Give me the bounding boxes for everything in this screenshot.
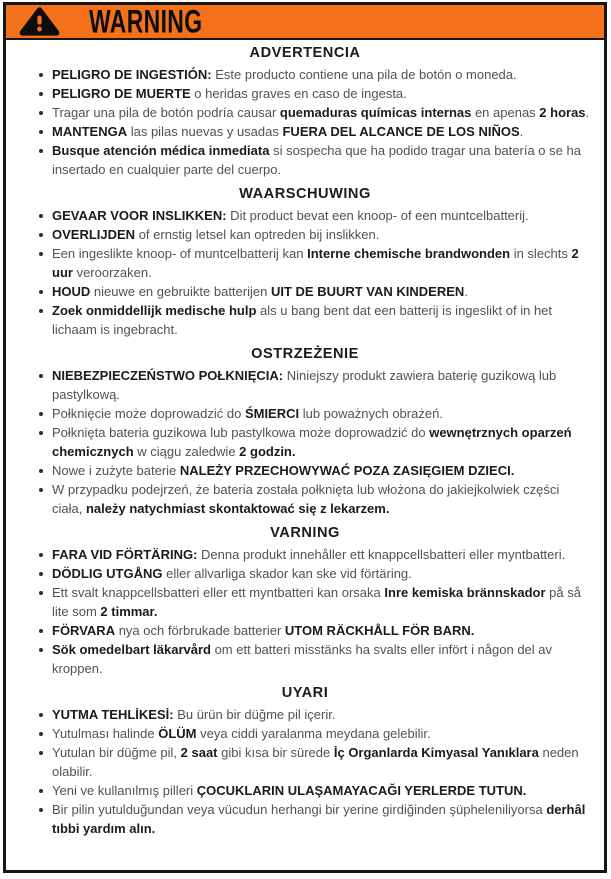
bold-text: NIEBEZPIECZEŃSTWO POŁKNIĘCIA: <box>52 368 284 383</box>
regular-text: . <box>464 284 468 299</box>
section-heading: VARNING <box>270 525 340 541</box>
regular-text: Ett svalt knappcellsbatteri eller ett myntbatteri kan orsaka <box>52 585 385 600</box>
regular-text: als u bang bent dat een batterij is ingeslikt of in het lichaam is ingebracht. <box>52 303 553 337</box>
regular-text: eller allvarliga skador kan ske vid förtäring. <box>162 566 412 581</box>
bold-text: FÖRVARA <box>52 623 116 638</box>
warning-item <box>52 206 590 225</box>
warning-title: WARNING <box>89 3 203 40</box>
regular-text: en apenas <box>471 105 540 120</box>
section-list <box>20 65 590 179</box>
section-list <box>20 545 590 678</box>
warning-sections <box>6 40 604 841</box>
regular-text: på så lite som <box>52 585 581 619</box>
warning-section <box>20 44 590 179</box>
regular-text: Połknięta bateria guzikowa lub pastylkowa może doprowadzić do <box>52 425 430 440</box>
regular-text: Bu ürün bir düğme pil içerir. <box>173 707 336 722</box>
warning-item <box>52 800 590 838</box>
regular-text: Denna produkt innehåller ett knappcellsbatteri eller myntbatteri. <box>197 547 566 562</box>
warning-item <box>52 282 590 301</box>
warning-item <box>52 122 590 141</box>
warning-section <box>20 185 590 339</box>
warning-label <box>3 2 607 873</box>
bold-text: należy natychmiast skontaktować się z lekarzem. <box>85 501 390 516</box>
regular-text: o heridas graves en caso de ingesta. <box>190 86 407 101</box>
bold-text: MANTENGA <box>52 124 128 139</box>
regular-text: Niniejszy produkt zawiera baterię guzikową lub pastylkową. <box>52 368 557 402</box>
bold-text: 2 saat <box>180 745 218 760</box>
warning-item <box>52 366 590 404</box>
warning-item <box>52 103 590 122</box>
bold-text: FARA VID FÖRTÄRING: <box>52 547 198 562</box>
bold-text: ÇOCUKLARIN ULAŞAMAYACAĞI YERLERDE TUTUN. <box>196 783 527 798</box>
bold-text: UIT DE BUURT VAN KINDEREN <box>270 284 465 299</box>
regular-text: nieuwe en gebruikte batterijen <box>90 284 271 299</box>
warning-item <box>52 480 590 518</box>
bold-text: NALEŻY PRZECHOWYWAĆ POZA ZASIĘGIEM DZIECI. <box>179 463 515 478</box>
warning-item <box>52 705 590 724</box>
bold-text: UTOM RÄCKHÅLL FÖR BARN. <box>284 623 475 638</box>
regular-text: Bir pilin yutulduğundan veya vücudun herhangi bir yerine girdiğinden şüpheleniliyorsa <box>52 802 547 817</box>
warning-item <box>52 141 590 179</box>
regular-text: Este producto contiene una pila de botón o moneda. <box>211 67 517 82</box>
bold-text: 2 timmar. <box>100 604 158 619</box>
warning-item <box>52 724 590 743</box>
bold-text: 2 horas <box>539 105 586 120</box>
bold-text: PELIGRO DE INGESTIÓN: <box>52 67 212 82</box>
warning-item <box>52 781 590 800</box>
bold-text: Zoek onmiddellijk medische hulp <box>52 303 257 318</box>
warning-item <box>52 583 590 621</box>
bold-text: FUERA DEL ALCANCE DE LOS NIÑOS <box>282 124 520 139</box>
regular-text: si sospecha que ha podido tragar una batería o se ha insertado en cualquier parte del cuerpo. <box>52 143 581 177</box>
warning-item <box>52 640 590 678</box>
regular-text: of ernstig letsel kan optreden bij inslikken. <box>135 227 380 242</box>
bold-text: derhâl tıbbi yardım alın. <box>52 802 586 836</box>
section-heading: OSTRZEŻENIE <box>251 346 359 362</box>
regular-text: veroorzaken. <box>72 265 152 280</box>
exclamation-dot <box>37 27 42 32</box>
warning-item <box>52 621 590 640</box>
warning-header-band <box>6 5 604 40</box>
bold-text: GEVAAR VOOR INSLIKKEN: <box>52 208 227 223</box>
warning-section <box>20 684 590 838</box>
bold-text: Busque atención médica inmediata <box>52 143 270 158</box>
bold-text: OVERLIJDEN <box>52 227 136 242</box>
bold-text: wewnętrznych oparzeń chemicznych <box>52 425 572 459</box>
bold-text: 2 uur <box>52 246 579 280</box>
regular-text: w ciągu zaledwie <box>133 444 240 459</box>
warning-item <box>52 461 590 480</box>
warning-item <box>52 244 590 282</box>
bold-text: PELIGRO DE MUERTE <box>52 86 191 101</box>
regular-text: . <box>585 105 590 120</box>
section-list <box>20 206 590 339</box>
section-list <box>20 705 590 838</box>
regular-text: . <box>519 124 524 139</box>
bold-text: HOUD <box>52 284 91 299</box>
regular-text: Nowe i zużyte baterie <box>52 463 180 478</box>
regular-text: Połknięcie może doprowadzić do <box>52 406 245 421</box>
bold-text: İç Organlarda Kimyasal Yanıklara <box>333 745 539 760</box>
bold-text: DÖDLIG UTGÅNG <box>52 566 163 581</box>
bold-text: Sök omedelbart läkarvård <box>52 642 211 657</box>
warning-section <box>20 345 590 518</box>
warning-item <box>52 65 590 84</box>
warning-item <box>52 545 590 564</box>
warning-item <box>52 423 590 461</box>
bold-text: Inre kemiska brännskador <box>384 585 546 600</box>
bold-text: YUTMA TEHLİKESİ: <box>52 707 174 722</box>
regular-text: Een ingeslikte knoop- of muntcelbatterij kan <box>52 246 308 261</box>
warning-item <box>52 84 590 103</box>
regular-text: veya ciddi yaralanma meydana gelebilir. <box>196 726 431 741</box>
regular-text: nya och förbrukade batterier <box>115 623 285 638</box>
regular-text: W przypadku podejrzeń, że bateria została połknięta lub włożona do jakiejkolwiek części ciała, <box>52 482 560 516</box>
warning-item <box>52 564 590 583</box>
regular-text: Yutulan bir düğme pil, <box>52 745 181 760</box>
regular-text: Dit product bevat een knoop- of een muntcelbatterij. <box>226 208 529 223</box>
section-heading: UYARI <box>281 685 329 701</box>
warning-item <box>52 225 590 244</box>
regular-text: in slechts <box>510 246 572 261</box>
regular-text: Yutulması halinde <box>52 726 159 741</box>
section-heading: ADVERTENCIA <box>249 45 361 61</box>
regular-text: Tragar una pila de botón podría causar <box>52 105 280 120</box>
bold-text: ÖLÜM <box>158 726 197 741</box>
warning-section <box>20 524 590 678</box>
bold-text: quemaduras químicas internas <box>279 105 472 120</box>
warning-triangle-icon <box>19 7 60 36</box>
warning-item <box>52 743 590 781</box>
regular-text: las pilas nuevas y usadas <box>127 124 283 139</box>
section-heading: WAARSCHUWING <box>239 186 371 202</box>
exclamation-bar <box>37 16 41 25</box>
regular-text: lub poważnych obrażeń. <box>299 406 443 421</box>
warning-item <box>52 404 590 423</box>
regular-text: gibi kısa bir sürede <box>217 745 334 760</box>
regular-text: neden olabilir. <box>52 745 579 779</box>
bold-text: Interne chemische brandwonden <box>307 246 511 261</box>
warning-item <box>52 301 590 339</box>
regular-text: om ett batteri misstänks ha svalts eller infört i någon del av kroppen. <box>52 642 553 676</box>
regular-text: Yeni ve kullanılmış pilleri <box>52 783 197 798</box>
bold-text: ŚMIERCI <box>244 406 300 421</box>
section-list <box>20 366 590 518</box>
bold-text: 2 godzin. <box>239 444 296 459</box>
